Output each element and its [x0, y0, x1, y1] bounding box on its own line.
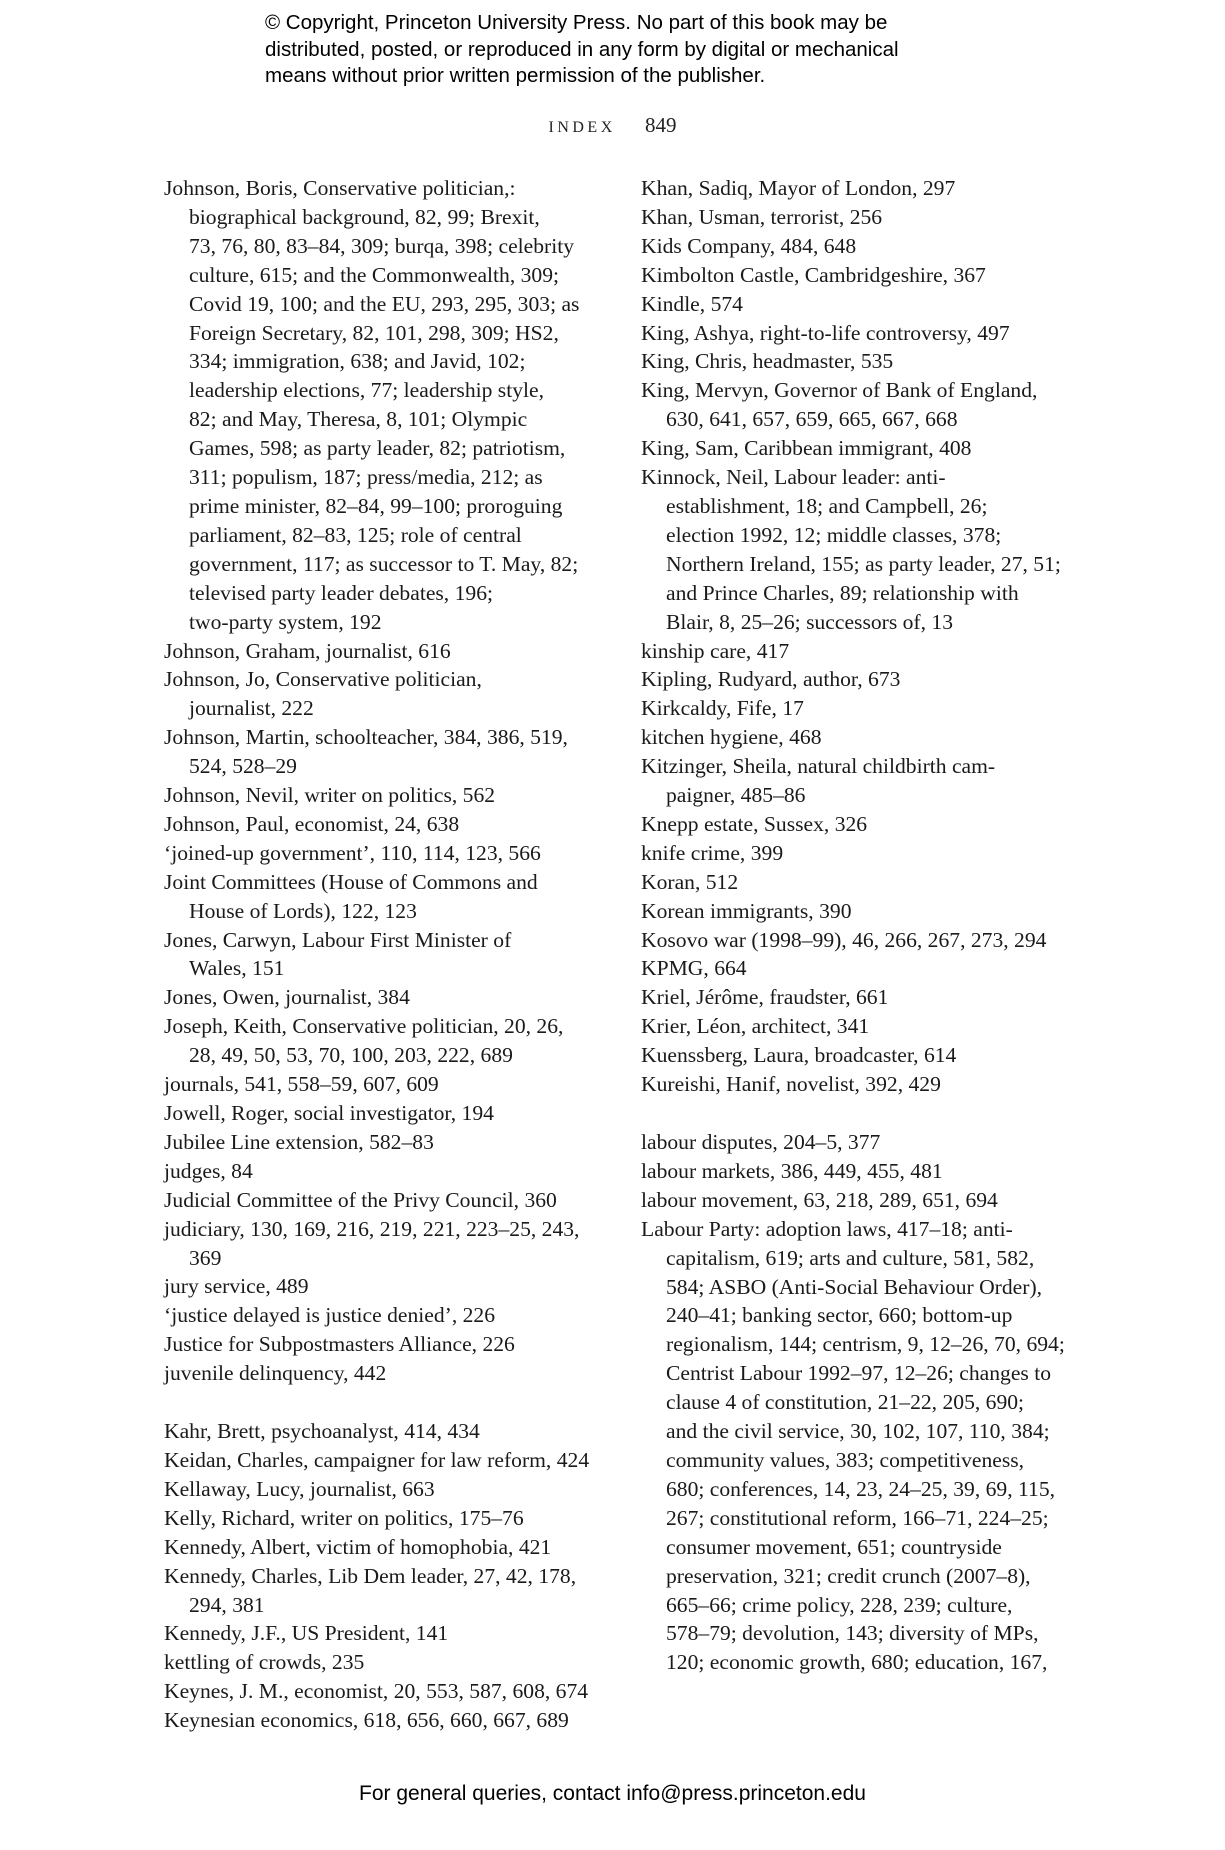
index-entry: judges, 84: [164, 1158, 253, 1183]
index-entry: kitchen hygiene, 468: [641, 725, 822, 750]
index-entry: Khan, Usman, terrorist, 256: [641, 204, 883, 229]
index-entry: Kennedy, J.F., US President, 141: [164, 1621, 449, 1646]
index-entry: King, Sam, Caribbean immigrant, 408: [641, 436, 972, 461]
index-group-l: [641, 1128, 1081, 1677]
index-entry: Khan, Sadiq, Mayor of London, 297: [641, 176, 956, 200]
index-entry: Judicial Committee of the Privy Council, 360: [164, 1187, 557, 1212]
index-entry: journals, 541, 558–59, 607, 609: [164, 1072, 439, 1097]
copyright-line: distributed, posted, or reproduced in any form by digital or mechanical: [265, 37, 899, 61]
index-entry: Kelly, Richard, writer on politics, 175–76: [164, 1505, 524, 1530]
index-entry: knife crime, 399: [641, 840, 784, 865]
index-entry: Joseph, Keith, Conservative politician, 20, 26, 28, 49, 50, 53, 70, 100, 203, 222, 689: [164, 1014, 564, 1068]
index-entry: juvenile delinquency, 442: [164, 1361, 387, 1386]
group-separator: [164, 1388, 609, 1417]
index-entry: Johnson, Martin, schoolteacher, 384, 386, 519, 524, 528–29: [164, 725, 568, 779]
index-entry: Keidan, Charles, campaigner for law reform, 424: [164, 1447, 590, 1472]
index-entry: Keynesian economics, 618, 656, 660, 667, 689: [164, 1708, 569, 1733]
index-entry: Kipling, Rudyard, author, 673: [641, 667, 901, 692]
index-entry: King, Mervyn, Governor of Bank of England, 630, 641, 657, 659, 665, 667, 668: [641, 378, 1038, 432]
index-entry: Keynes, J. M., economist, 20, 553, 587, 608, 674: [164, 1679, 589, 1704]
index-entry: labour disputes, 204–5, 377: [641, 1130, 881, 1154]
index-column-left: [164, 174, 609, 1735]
index-entry: Johnson, Paul, economist, 24, 638: [164, 811, 460, 836]
index-entry: Joint Committees (House of Commons and House of Lords), 122, 123: [164, 869, 538, 923]
index-entry: Kirkcaldy, Fife, 17: [641, 696, 804, 721]
index-entry: Jones, Owen, journalist, 384: [164, 985, 410, 1010]
index-entry: Kennedy, Albert, victim of homophobia, 421: [164, 1534, 552, 1559]
index-entry: Kosovo war (1998–99), 46, 266, 267, 273, 294: [641, 927, 1047, 952]
index-entry: ‘joined-up government’, 110, 114, 123, 566: [164, 840, 541, 865]
index-entry: kinship care, 417: [641, 638, 790, 663]
index-entry: Labour Party: adoption laws, 417–18; anti- capitalism, 619; arts and culture, 581, 582, 584; ASBO (Anti-Social Behaviour Order), 240–41; banking sector, 660; bottom-up regionalism, 144; centrism, 9, 12–26, 70, 694; Centrist Labour 1992–97, 12–26; changes to clause 4 of constitution, 21–22, 205, 690; and the civil service, 30, 102, 107, 110, 384; community values, 383; competitiveness, 680; conferences, 14, 23, 24–25, 39, 69, 115, 267; constitutional reform, 166–71, 224–25; consumer movement, 651; countryside preservation, 321; credit crunch (2007–8), 665–66; crime policy, 228, 239; culture, 578–79; devolution, 143; diversity of MPs, 120; economic growth, 680; education, 167,: [641, 1216, 1065, 1675]
index-entry: Johnson, Nevil, writer on politics, 562: [164, 783, 496, 808]
index-entry: Justice for Subpostmasters Alliance, 226: [164, 1332, 515, 1357]
index-entry: Johnson, Jo, Conservative politician, journalist, 222: [164, 667, 482, 721]
copyright-line: © Copyright, Princeton University Press. No part of this book may be: [265, 11, 888, 34]
index-entry: judiciary, 130, 169, 216, 219, 221, 223–25, 243, 369: [164, 1216, 580, 1270]
index-entry: Kimbolton Castle, Cambridgeshire, 367: [641, 262, 986, 287]
index-group-k: [164, 1417, 609, 1735]
footer-contact: For general queries, contact info@press.princeton.edu: [359, 1782, 866, 1805]
index-entry: Krier, Léon, architect, 341: [641, 1014, 870, 1039]
group-separator: [641, 1099, 1081, 1128]
page-number: 849: [645, 113, 677, 137]
index-group-j: [164, 174, 609, 1388]
copyright-notice: [265, 10, 1045, 90]
section-title: INDEX: [548, 119, 616, 136]
index-entry: Koran, 512: [641, 869, 739, 894]
index-entry: kettling of crowds, 235: [164, 1650, 365, 1675]
index-entry: jury service, 489: [164, 1274, 309, 1299]
index-entry: Kriel, Jérôme, fraudster, 661: [641, 985, 889, 1010]
index-entry: Kureishi, Hanif, novelist, 392, 429: [641, 1072, 941, 1097]
index-entry: King, Ashya, right-to-life controversy, 497: [641, 320, 1010, 345]
index-entry: Jowell, Roger, social investigator, 194: [164, 1101, 494, 1125]
index-entry: Jubilee Line extension, 582–83: [164, 1129, 434, 1154]
index-entry: Kindle, 574: [641, 291, 743, 316]
index-entry: labour movement, 63, 218, 289, 651, 694: [641, 1187, 998, 1212]
index-entry: Kennedy, Charles, Lib Dem leader, 27, 42, 178, 294, 381: [164, 1563, 577, 1617]
index-entry: Johnson, Boris, Conservative politician,: biographical background, 82, 99; Brexit, 73, 76, 80, 83–84, 309; burqa, 398; celebrity culture, 615; and the Commonwealth, 309; Covid 19, 100; and the EU, 293, 295, 303; as Foreign Secretary, 82, 101, 298, 309; HS2, 334; immigration, 638; and Javid, 102; leadership elections, 77; leadership style, 82; and May, Theresa, 8, 101; Olympic Games, 598; as party leader, 82; patriotism, 311; populism, 187; press/media, 212; as prime minister, 82–84, 99–100; proroguing parliament, 82–83, 125; role of central government, 117; as successor to T. May, 82; televised party leader debates, 196; two-party system, 192: [164, 176, 580, 634]
index-column-right: [641, 174, 1081, 1677]
index-entry: Kitzinger, Sheila, natural childbirth cam- paigner, 485–86: [641, 754, 996, 808]
index-entry: Johnson, Graham, journalist, 616: [164, 638, 451, 663]
index-entry: Kellaway, Lucy, journalist, 663: [164, 1476, 435, 1501]
running-head: [0, 113, 1225, 138]
index-group-k: [641, 174, 1081, 1099]
index-entry: Jones, Carwyn, Labour First Minister of Wales, 151: [164, 927, 512, 981]
index-entry: Knepp estate, Sussex, 326: [641, 811, 868, 836]
index-entry: Kids Company, 484, 648: [641, 233, 857, 258]
index-entry: Kahr, Brett, psychoanalyst, 414, 434: [164, 1419, 480, 1444]
index-entry: Korean immigrants, 390: [641, 898, 852, 923]
copyright-line: means without prior written permission of the publisher.: [265, 64, 766, 87]
index-entry: King, Chris, headmaster, 535: [641, 349, 894, 374]
index-entry: labour markets, 386, 449, 455, 481: [641, 1158, 943, 1183]
index-entry: Kinnock, Neil, Labour leader: anti- establishment, 18; and Campbell, 26; election 1992, 12; middle classes, 378; Northern Ireland, 155; as party leader, 27, 51; and Prince Charles, 89; relationship with Blair, 8, 25–26; successors of, 13: [641, 465, 1061, 634]
index-entry: Kuenssberg, Laura, broadcaster, 614: [641, 1043, 957, 1068]
index-entry: KPMG, 664: [641, 956, 747, 981]
index-entry: ‘justice delayed is justice denied’, 226: [164, 1303, 496, 1328]
